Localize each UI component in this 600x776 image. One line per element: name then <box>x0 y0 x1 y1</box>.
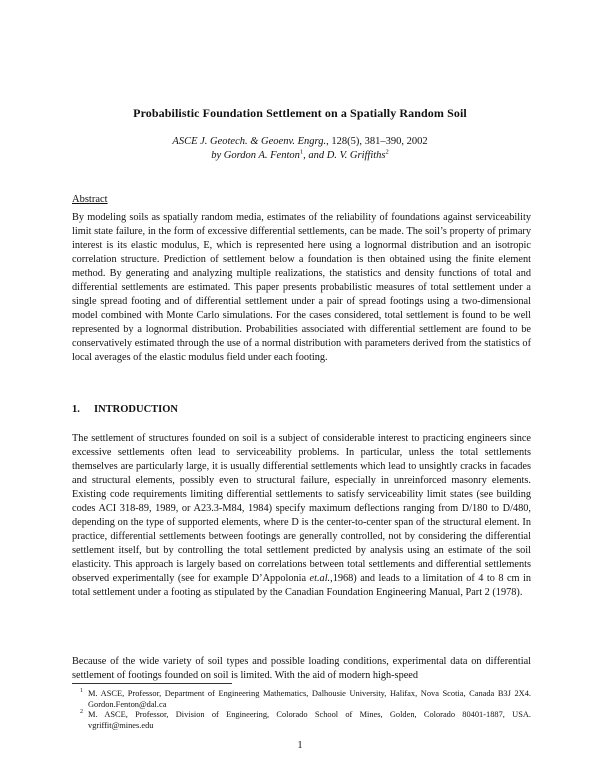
footnotes <box>80 689 531 731</box>
section-number: 1. <box>72 404 80 415</box>
footnote-1-mark: 1 <box>80 688 83 694</box>
intro-paragraph-2: Because of the wide variety of soil types and possible loading conditions, experimental data on differential settlement of footings founded on soil is limited. With the aid of modern high-speed <box>72 656 531 681</box>
footnote-1-text: M. ASCE, Professor, Department of Engineering Mathematics, Dalhousie University, Halifax, Nova Scotia, Canada B3J 2X4. Gordon.Fenton@dal.ca <box>88 689 531 709</box>
author-2-footnote-mark: 2 <box>385 148 389 156</box>
page-number: 1 <box>297 740 303 751</box>
author-1: by Gordon A. Fenton <box>211 150 300 161</box>
footnote-2-text: M. ASCE, Professor, Division of Engineering, Colorado School of Mines, Golden, Colorado 80401-1887, USA. vgriffit@mines.edu <box>88 710 531 730</box>
section-title: INTRODUCTION <box>94 404 179 415</box>
author-2: , and D. V. Griffiths <box>303 150 386 161</box>
author-1-footnote-mark: 1 <box>299 148 304 156</box>
paper-title: Probabilistic Foundation Settlement on a Spatially Random Soil <box>133 106 467 120</box>
intro-paragraph-1-text: The settlement of structures founded on soil is a subject of considerable interest to practicing engineers since excessive settlements often lead to serviceability problems. In particular, unless the total settlements themselves are particularly large, it is usually differential settlements which lead to unsightly cracks in facades and structural elements, possibly even to structural failure, especially in unreinforced masonry elements. Existing code requirements limiting differential settlements to satisfy serviceability limit states (see building codes ACI 318-89, 1989, or A23.3-M84, 1984) specify maximum deflections ranging from D/180 to D/480, depending on the type of supported elements, where D is the center-to-center span of the structural element. In practice, differential settlements between footings are generally controlled, not by considering the differential settlement itself, but by controlling the total settlement predicted by analysis using an estimate of the soil elasticity. This approach is largely based on correlations between total settlements and differential settlements observed experimentally (see for example D’Appolonia <box>72 433 531 584</box>
footnote-rule <box>72 683 232 684</box>
footnote-1 <box>80 689 531 710</box>
section-heading <box>72 404 178 415</box>
footnote-2-mark: 2 <box>80 709 83 715</box>
footnote-2 <box>80 710 531 731</box>
journal-name: ASCE J. Geotech. & Geoenv. Engrg. <box>172 136 327 147</box>
abstract-text: By modeling soils as spatially random media, estimates of the reliability of foundations against serviceability limit state failure, in the form of excessive differential settlements, can be made. The soil’s property of primary interest is its elastic modulus, E, which is represented here using a lognormal distribution and an isotropic correlation structure. Prediction of settlement below a foundation is then obtained using the finite element method. By generating and analyzing multiple realizations, the statistics and density functions of total and differential settlements are estimated. This paper presents probabilistic measures of total settlement under a single spread footing and of differential settlement under a pair of spread footings using a two-dimensional model combined with Monte Carlo simulations. For the cases considered, total settlement is found to be well represented by a lognormal distribution. Probabilities associated with differential settlement are found to be conservatively estimated through the use of a normal distribution with parameters derived from the statistics of local averages of the elastic modulus field under each footing. <box>72 212 531 363</box>
intro-paragraph-1 <box>72 432 531 600</box>
citation-details: , 128(5), 381–390, 2002 <box>326 136 428 147</box>
intro-paragraph-1-end: ,1968) and leads to a limitation of 4 to 8 cm in total settlement under a footing as stipulated by the Canadian Foundation Engineering Manual, Part 2 (1978). <box>72 573 532 598</box>
author-line <box>0 150 600 161</box>
et-al-text: et.al. <box>309 573 331 584</box>
abstract-heading: Abstract <box>72 194 108 205</box>
